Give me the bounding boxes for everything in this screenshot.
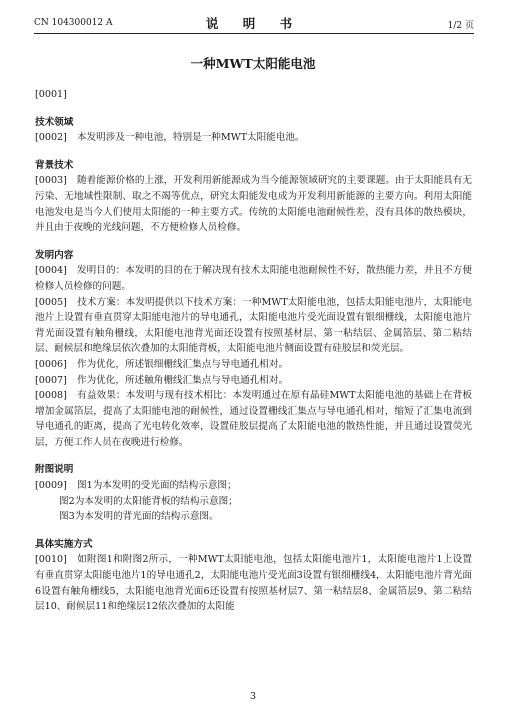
paragraph-number: [0007] <box>35 374 67 386</box>
paragraph-0002 <box>35 130 472 146</box>
heading-background: 背景技术 <box>35 159 74 171</box>
paragraph-0005 <box>35 295 472 357</box>
paragraph-0007 <box>35 373 472 389</box>
paragraph-0010 <box>35 552 472 614</box>
paragraph-text: 本发明涉及一种电池，特别是一种MWT太阳能电池。 <box>77 132 305 144</box>
header-rule <box>34 33 474 34</box>
paragraph-0001: [0001] <box>35 89 67 100</box>
paragraph-0009 <box>35 478 472 494</box>
paragraph-0003 <box>35 173 472 235</box>
heading-invention-content: 发明内容 <box>35 249 74 261</box>
paragraph-text: 发明目的：本发明的目的在于解决现有技术太阳能电池耐候性不好，散热能力差，并且不方便检修人员检修的问题。 <box>35 265 472 292</box>
figure-3-caption: 图3为本发明的背光面的结构示意图。 <box>59 511 219 523</box>
paragraph-number: [0009] <box>35 480 67 492</box>
paragraph-text: 作为优化，所述触角栅线汇集点与导电通孔相对。 <box>77 374 289 386</box>
paragraph-0006 <box>35 357 472 373</box>
paragraph-text: 如附图1和附图2所示，一种MWT太阳能电池，包括太阳能电池片1，太阳能电池片1上设置有垂直贯穿太阳能电池片1的导电通孔2，太阳能电池片受光面3设置有银细栅线4，太阳能电池片背光面6设置有触角栅线5，太阳能电池背光面6还设置有按照基材层7、第一粘结层8、金属箔层9、第二粘结层10、耐候层11和绝缘层12依次叠加的太阳能 <box>35 554 472 613</box>
document-title: 一种MWT太阳能电池 <box>190 56 316 71</box>
paragraph-number: [0003] <box>35 175 67 187</box>
heading-technical-field: 技术领域 <box>35 116 74 128</box>
paragraph-number: [0008] <box>35 390 67 402</box>
paragraph-text: 有益效果：本发明与现有技术相比：本发明通过在原有晶硅MWT太阳能电池的基础上在背板增加金属箔层，提高了太阳能电池的耐候性，通过设置栅线汇集点与导电通孔相对，缩短了汇集电流到导电通孔的距离，提高了光电转化效率，设置硅胶层提高了太阳能电池的散热性能，并且通过设置荧光层，方便工作人员在夜晚进行检修。 <box>35 390 472 448</box>
section-title: 说 明 书 <box>205 16 303 31</box>
paragraph-number: [0010] <box>35 554 67 566</box>
paragraph-number: [0004] <box>35 265 67 277</box>
document-body <box>35 87 472 615</box>
paragraph-number: [0002] <box>35 132 67 144</box>
page-number: 3 <box>249 691 257 702</box>
page-header <box>34 14 474 34</box>
paragraph-number: [0005] <box>35 296 67 308</box>
paragraph-text: 作为优化，所述银细栅线汇集点与导电通孔相对。 <box>77 358 289 370</box>
figure-2-caption: 图2为本发明的太阳能背板的结构示意图； <box>59 495 238 507</box>
heading-embodiment: 具体实施方式 <box>35 538 93 550</box>
paragraph-0004 <box>35 263 472 294</box>
paragraph-text: 图1为本发明的受光面的结构示意图； <box>77 480 237 492</box>
paragraph-number: [0006] <box>35 358 67 370</box>
paragraph-text: 随着能源价格的上涨，开发利用新能源成为当今能源领域研究的主要课题。由于太阳能具有无污染、无地域性限制、取之不竭等优点，研究太阳能发电成为开发利用新能源的主要方向。利用太阳能电池发电是当今人们使用太阳能的一种主要方式。传统的太阳能电池耐候性差，没有具体的散热模块，并且由于夜晚的光线问题，不方便检修人员检修。 <box>35 175 472 234</box>
page-indicator: 1/2 页 <box>447 21 474 31</box>
heading-drawings: 附图说明 <box>35 464 74 476</box>
paragraph-0008 <box>35 388 472 450</box>
document-number: CN 104300012 A <box>34 18 113 28</box>
paragraph-text: 技术方案：本发明提供以下技术方案：一种MWT太阳能电池，包括太阳能电池片，太阳能电池片上设置有垂直贯穿太阳能电池片的导电通孔，太阳能电池片受光面设置有银细栅线，太阳能电池片背光面设置有触角栅线，太阳能电池背光面还设置有按照基材层、第一粘结层、金属箔层、第二粘结层、耐候层和绝缘层依次叠加的太阳能背板，太阳能电池片侧面设置有硅胶层和荧光层。 <box>35 296 472 355</box>
